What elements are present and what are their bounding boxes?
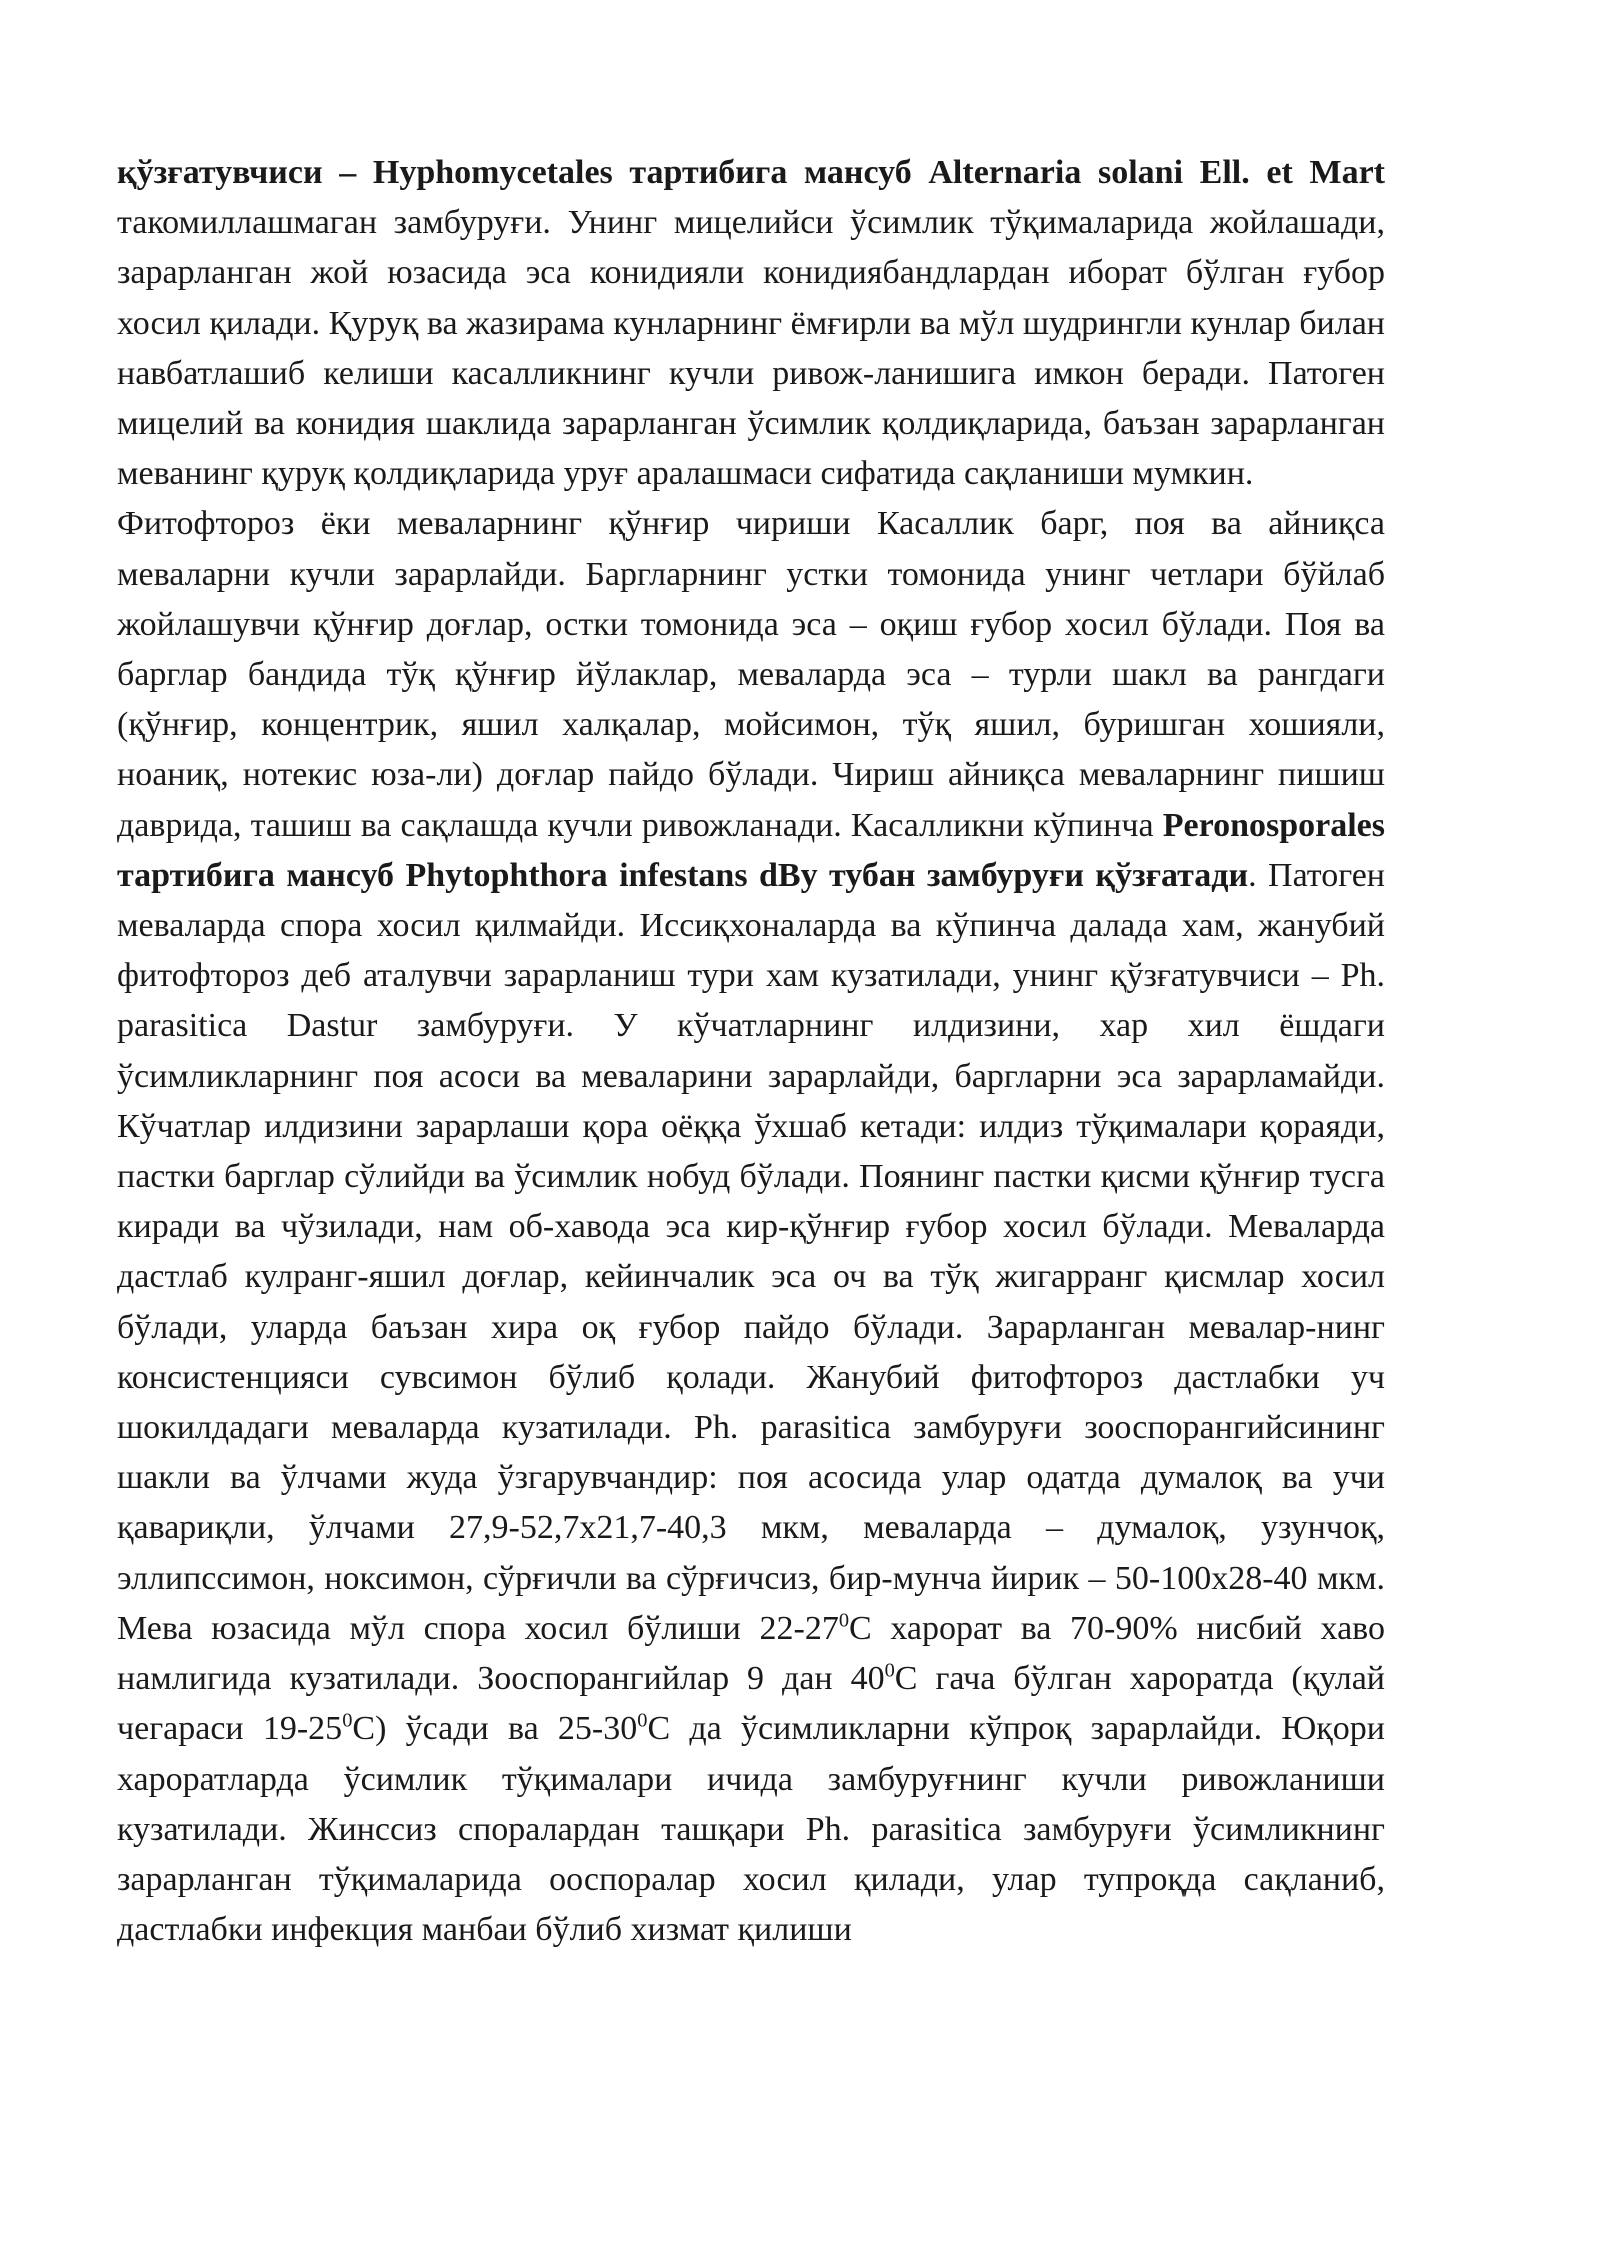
paragraph-alternaria	[117, 148, 1385, 499]
paragraph-text: такомиллашмаган замбуруғи. Унинг мицелийси ўсимлик тўқималарида жойлашади, зарарланган жой юзасида эса конидияли конидиябандлардан иборат бўлган ғубор хосил қилади. Қуруқ ва жазирама кунларнинг ёмғирли ва мўл шудрингли кунлар билан навбатлашиб келиши касалликнинг кучли ривож-ланишига имкон беради. Патоген мицелий ва конидия шаклида зарарланган ўсимлик қолдиқларида, баъзан зарарланган меванинг қуруқ қолдиқларида уруғ аралашмаси сифатида сақланиши мумкин.	[117, 204, 1385, 493]
degree-superscript: 0	[342, 1709, 353, 1732]
paragraph-text: С да ўсимликларни кўпроқ зарарлайди. Юқори хароратларда ўсимлик тўқималари ичида замбуруғнинг кучли ривожланиши кузатилади. Жинссиз споралардан ташқари Ph. parasitica замбуруғи ўсимликнинг зарарланган тўқималарида ооспоралар хосил қилади, улар тупроқда сақланиб, дастлабки инфекция манбаи бўлиб хизмат қилиши	[117, 1710, 1385, 1949]
document-page	[117, 148, 1385, 1955]
degree-superscript: 0	[637, 1709, 648, 1732]
paragraph-text: С гача бўлган хароратда (қулай чегараси 19-25	[117, 1660, 1385, 1748]
paragraph-text: Фитофтороз ёки меваларнинг қўнғир чириши Касаллик барг, поя ва айниқса меваларни кучли зарарлайди. Баргларнинг устки томонида унинг четлари бўйлаб жойлашувчи қўнғир доғлар, остки томонида эса – оқиш ғубор хосил бўлади. Поя ва барглар бандида тўқ қўнғир йўлаклар, меваларда эса – турли шакл ва рангдаги (қўнғир, концентрик, яшил халқалар, мойсимон, тўқ яшил, буришган хошияли, ноаниқ, нотекис юза-ли) доғлар пайдо бўлади. Чириш айниқса меваларнинг пишиш даврида, ташиш ва сақлашда кучли ривожланади. Касалликни кўпинча	[117, 505, 1385, 844]
paragraph-text: С) ўсади ва 25-30	[352, 1710, 638, 1748]
paragraph-text: . Патоген меваларда спора хосил қилмайди. Иссиқхоналарда ва кўпинча далада хам, жанубий фитофтороз деб аталувчи зарарланиш тури хам кузатилади, унинг қўзғатувчиси – Ph. parasitica Dastur замбуруғи. У кўчатларнинг илдизини, хар хил ёшдаги ўсимликларнинг поя асоси ва меваларини зарарлайди, баргларни эса зарарламайди. Кўчатлар илдизини зарарлаши қора оёққа ўхшаб кетади: илдиз тўқималари қораяди, пастки барглар сўлийди ва ўсимлик нобуд бўлади. Поянинг пастки қисми қўнғир тусга киради ва чўзилади, нам об-хавода эса кир-қўнғир ғубор хосил бўлади. Меваларда дастлаб кулранг-яшил доғлар, кейинчалик эса оч ва тўқ жигарранг қисмлар хосил бўлади, уларда баъзан хира оқ ғубор пайдо бўлади. Зарарланган мевалар-нинг консистенцияси сувсимон бўлиб қолади. Жанубий фитофтороз дастлабки уч шокилдадаги меваларда кузатилади. Ph. parasitica замбуруғи зооспорангийсининг шакли ва ўлчами жуда ўзгарувчандир: поя асосида улар одатда думалоқ ва учи қавариқли, ўлчами 27,9-52,7х21,7-40,3 мкм, меваларда – думалоқ, узунчоқ, эллипссимон, ноксимон, сўрғичли ва сўрғичсиз, бир-мунча йирик – 50-100х28-40 мкм. Мева юзасида мўл спора хосил бўлиши 22-27	[117, 856, 1385, 1647]
paragraph-text: С харорат ва 70-90% нисбий хаво намлигида кузатилади. Зооспорангийлар 9 дан 40	[117, 1609, 1386, 1698]
paragraph-phytophthora	[117, 499, 1385, 1955]
degree-superscript: 0	[838, 1609, 850, 1632]
bold-pathogen-name: Peronosporales тартибига мансуб Phytophthora infestans dBy тубан замбуруғи қўзғатади	[117, 806, 1385, 894]
bold-pathogen-intro: қўзғатувчиси – Hyphomycetales тартибига мансуб Alternaria solani Ell. et Mart	[117, 154, 1385, 191]
degree-superscript: 0	[884, 1659, 895, 1682]
